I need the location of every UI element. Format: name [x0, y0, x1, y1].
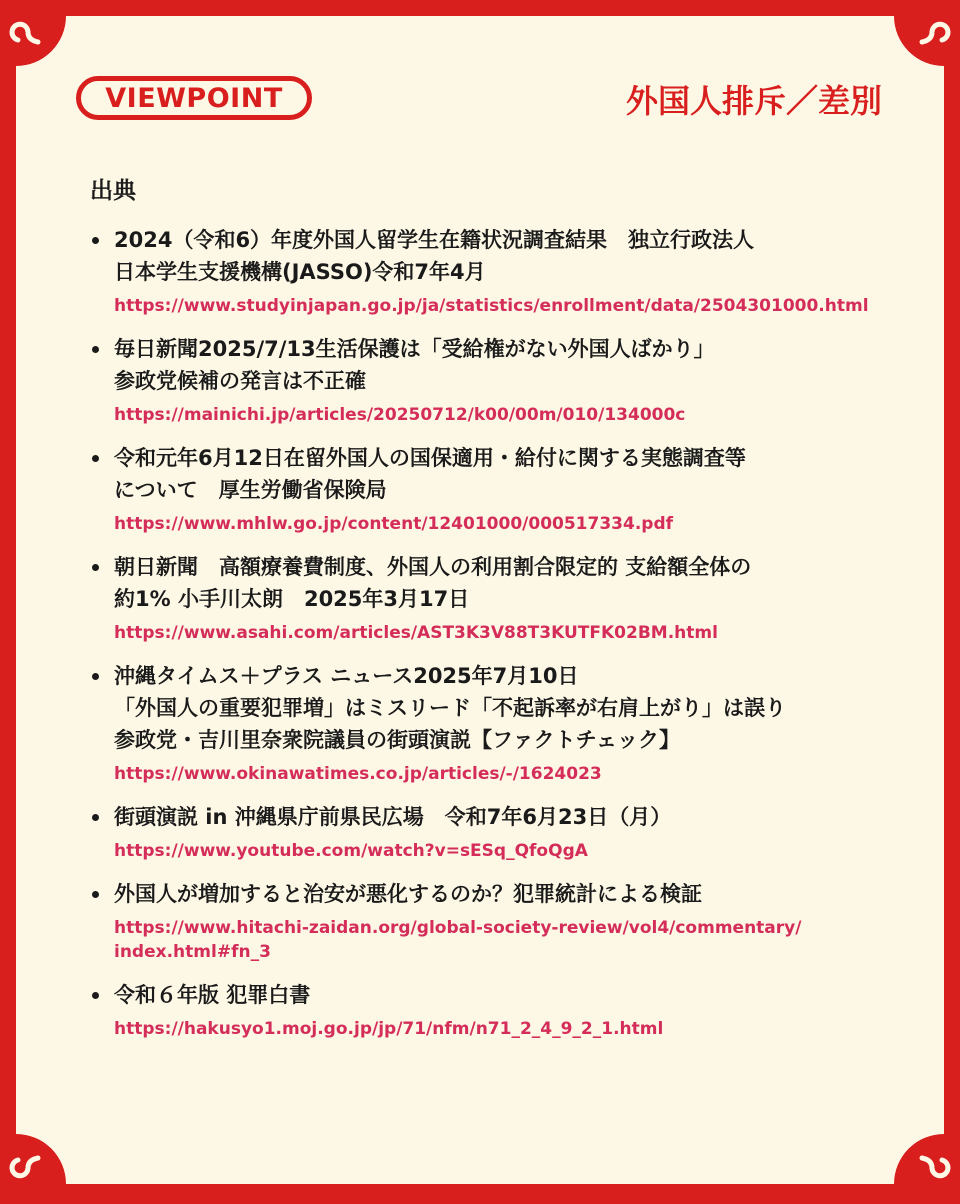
reference-url-text: https://www.asahi.com/articles/AST3K3V88T3KUTFK02BM.html	[114, 623, 718, 643]
reference-title-line: 2024（令和6）年度外国人留学生在籍状況調査結果 独立行政法人	[114, 228, 755, 252]
topic-title: 外国人排斥／差別	[625, 82, 882, 120]
reference-url-text: index.html#fn_3	[114, 942, 271, 962]
reference-title-line: 参政党候補の発言は不正確	[114, 369, 366, 393]
page-frame	[16, 16, 944, 1184]
reference-url-text: https://www.hitachi-zaidan.org/global-society-review/vol4/commentary/	[114, 918, 802, 938]
reference-url-link[interactable]	[114, 294, 910, 318]
reference-item	[90, 979, 910, 1041]
reference-item	[90, 333, 910, 427]
corner-ornament-icon	[0, 0, 66, 66]
reference-item	[90, 442, 910, 536]
reference-url-link[interactable]	[114, 512, 910, 536]
reference-url-link[interactable]	[114, 621, 910, 645]
reference-title-line: について 厚生労働省保険局	[114, 478, 387, 502]
reference-title-line: 令和６年版 犯罪白書	[114, 983, 311, 1007]
reference-url-text: https://hakusyo1.moj.go.jp/jp/71/nfm/n71_2_4_9_2_1.html	[114, 1019, 664, 1039]
corner-ornament-icon	[0, 1134, 66, 1204]
viewpoint-logo	[76, 76, 312, 120]
reference-url-text: https://mainichi.jp/articles/20250712/k00/00m/010/134000c	[114, 405, 686, 425]
logo-text: VIEWPOINT	[105, 82, 283, 114]
reference-url-text: https://www.okinawatimes.co.jp/articles/-/1624023	[114, 764, 602, 784]
reference-item	[90, 224, 910, 318]
reference-title-line: 毎日新聞2025/7/13生活保護は「受給権がない外国人ばかり」	[114, 337, 715, 361]
reference-url-text: https://www.mhlw.go.jp/content/12401000/000517334.pdf	[114, 514, 674, 534]
reference-item	[90, 878, 910, 964]
reference-url-link[interactable]	[114, 762, 910, 786]
reference-title-line: 令和元年6月12日在留外国人の国保適用・給付に関する実態調査等	[114, 446, 746, 470]
reference-list	[90, 224, 910, 1056]
reference-title-line: 沖縄タイムス＋プラス ニュース2025年7月10日	[114, 664, 579, 688]
reference-item	[90, 801, 910, 863]
reference-title-line: 朝日新聞 高額療養費制度、外国人の利用割合限定的 支給額全体の	[114, 555, 752, 579]
corner-ornament-icon	[894, 0, 960, 66]
reference-url-link[interactable]	[114, 403, 910, 427]
reference-url-text: https://www.studyinjapan.go.jp/ja/statistics/enrollment/data/2504301000.html	[114, 296, 869, 316]
corner-ornament-icon	[894, 1134, 960, 1204]
sources-heading: 出典	[90, 178, 136, 204]
reference-url-link[interactable]	[114, 916, 910, 964]
reference-title-line: 外国人が増加すると治安が悪化するのか？犯罪統計による検証	[114, 882, 702, 906]
reference-title-line: 日本学生支援機構(JASSO)令和7年4月	[114, 260, 486, 284]
reference-title-line: 「外国人の重要犯罪増」はミスリード「不起訴率が右肩上がり」は誤り	[114, 696, 786, 720]
reference-title-line: 約1% 小手川太朗 2025年3月17日	[114, 587, 470, 611]
reference-url-link[interactable]	[114, 839, 910, 863]
reference-item	[90, 551, 910, 645]
reference-title-line: 参政党・吉川里奈衆院議員の街頭演説【ファクトチェック】	[114, 728, 680, 752]
reference-url-text: https://www.youtube.com/watch?v=sESq_QfoQgA	[114, 841, 588, 861]
reference-item	[90, 660, 910, 786]
reference-url-link[interactable]	[114, 1017, 910, 1041]
reference-title-line: 街頭演説 in 沖縄県庁前県民広場 令和7年6月23日（月）	[114, 805, 672, 829]
